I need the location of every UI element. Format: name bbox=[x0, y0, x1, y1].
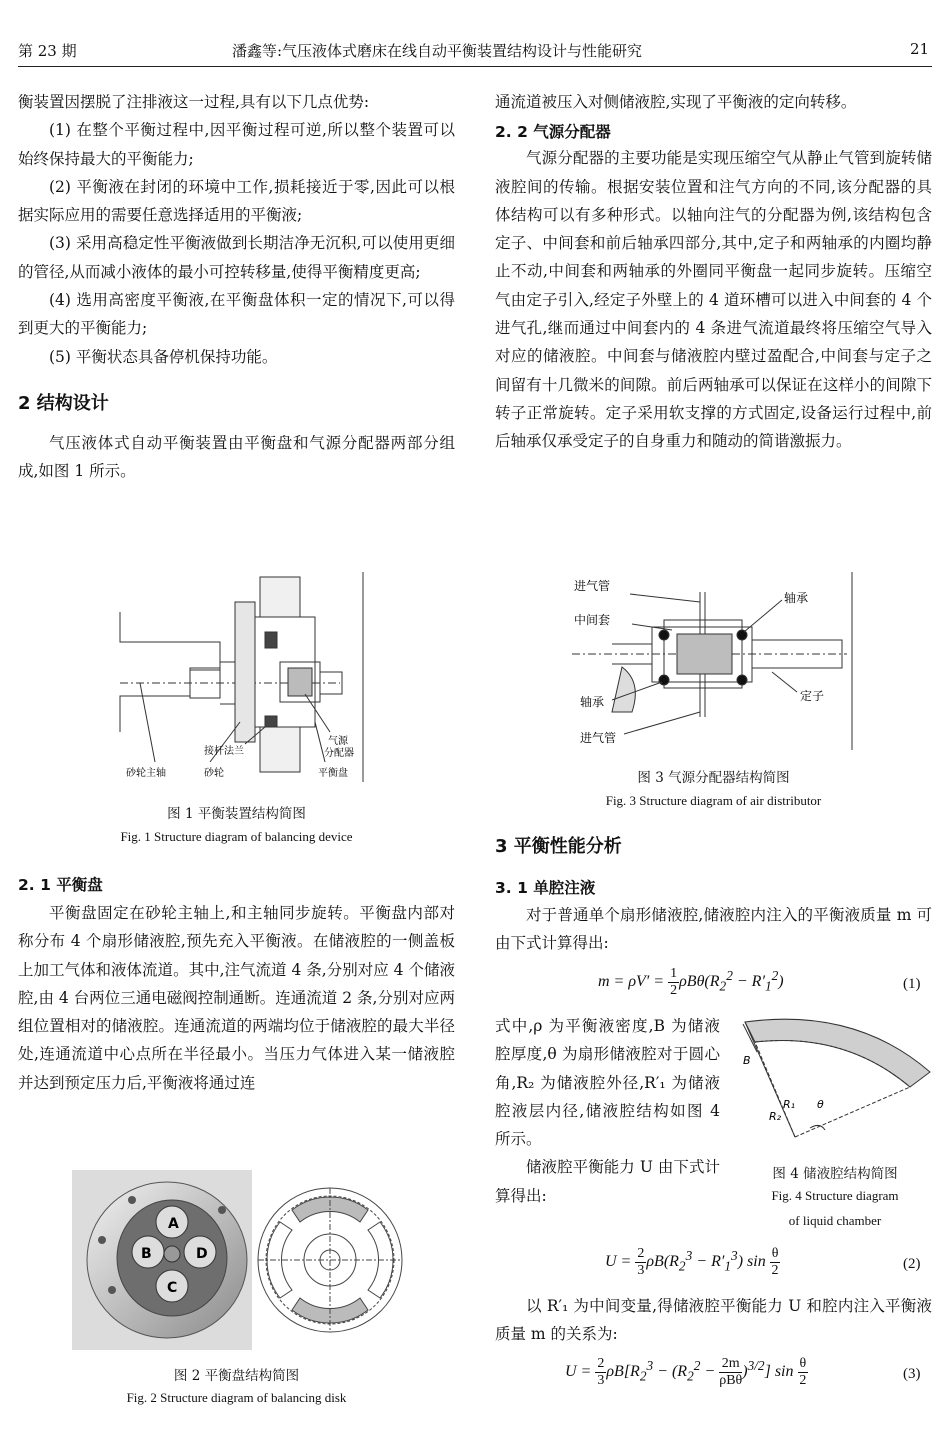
page-header bbox=[0, 0, 950, 66]
balance-capacity-text: 储液腔平衡能力 U 由下式计算得出: bbox=[495, 1158, 720, 1205]
fig4-label-theta: θ bbox=[817, 1098, 824, 1111]
section-3-1-text bbox=[495, 901, 932, 958]
figure-1-caption-cn: 图 1 平衡装置结构简图 bbox=[167, 806, 306, 822]
section-3-1-paragraph: 对于普通单个扇形储液腔,储液腔内注入的平衡液质量 m 可由下式计算得出: bbox=[495, 906, 932, 953]
section-2-1-heading: 2. 1 平衡盘 bbox=[18, 876, 103, 894]
section-3-heading: 3 平衡性能分析 bbox=[495, 836, 622, 857]
section-2-2-heading: 2. 2 气源分配器 bbox=[495, 123, 611, 142]
equation-3-number: (3) bbox=[903, 1366, 921, 1382]
running-title: 潘鑫等:气压液体式磨床在线自动平衡装置结构设计与性能研究 bbox=[232, 42, 643, 60]
fig1-label-flange: 接杆法兰 bbox=[204, 746, 244, 757]
equation-2-number: (2) bbox=[903, 1256, 921, 1272]
advantage-3: (3) 采用高稳定性平衡液做到长期洁净无沉积,可以使用更细的管径,从而减小液体的最小可控转移量,使得平衡精度更高; bbox=[18, 234, 455, 281]
equation-1-note bbox=[495, 1012, 720, 1210]
fig1-label-distributor-2: 分配器 bbox=[324, 748, 354, 759]
advantage-2: (2) 平衡液在封闭的环境中工作,损耗接近于零,因此可以根据实际应用的需要任意选择适用的平衡液; bbox=[18, 177, 455, 225]
fig3-label-inlet-bottom: 进气管 bbox=[580, 731, 617, 745]
page-number: 21 bbox=[910, 40, 930, 58]
equation-1-number: (1) bbox=[903, 976, 921, 992]
fig3-label-bearing-bottom: 轴承 bbox=[580, 695, 605, 709]
figure-4-caption-cn: 图 4 储液腔结构简图 bbox=[772, 1166, 898, 1182]
equation-2: U = $\frac{2}{3}$ $\rho B(R_2^3 - R'_1^3)$ sin $\frac{\theta}{2}$ bbox=[605, 1246, 779, 1278]
fig3-label-stator: 定子 bbox=[800, 689, 825, 703]
section-2-2-paragraph: 气源分配器的主要功能是实现压缩空气从静止气管到旋转储液腔间的传输。根据安装位置和注气方向的不同,该分配器的具体结构可以有多种形式。以轴向注气的分配器为例,该结构包含定子、中间套和前后轴承四部分,其中,定子和两轴承的内圈均静止不动,中间套和两轴承的外圈同平衡盘一起同步旋转。压缩空气由定子引入,经定子外壁上的 4 道环槽可以进入中间套的 4 个进气孔,继而通过中间套内的 4 条进气流道最终将压缩空气导入对应的储液腔。中间套与储液腔内壁过盈配合,中间套与定子之间留有十几微米的间隙。前后两轴承可以保证在这样小的间隙下转子正常旋转。定子采用软支撑的方式固定,设备运行过程中,前后轴承仅承受定子的自身重力和随动的简谐激振力。 bbox=[495, 149, 932, 451]
advantage-5: (5) 平衡状态具备停机保持功能。 bbox=[49, 347, 278, 366]
figure-3-caption-cn: 图 3 气源分配器结构简图 bbox=[637, 770, 790, 786]
fig3-label-bearing-top: 轴承 bbox=[784, 591, 809, 605]
section-3-1-heading: 3. 1 单腔注液 bbox=[495, 879, 596, 897]
fig4-label-r1: R₁ bbox=[783, 1098, 796, 1111]
figure-4-caption-en-1: Fig. 4 Structure diagram bbox=[771, 1188, 899, 1203]
fig3-label-inlet-top: 进气管 bbox=[574, 579, 611, 593]
section-2-1-paragraph: 平衡盘固定在砂轮主轴上,和主轴同步旋转。平衡盘内部对称分布 4 个扇形储液腔,预先充入平衡液。在储液腔的一侧盖板上加工气体和液体流道。其中,注气流道 4 条,分别对应 4 个储液腔,由 4 台两位三通电磁阀控制通断。连通流道 2 条,分别对应两组位置相对的储液腔。连通流道的两端均位于储液腔的最大半径处,连通流道中心点所在半径最小。当压力气体进入某一储液腔并达到预定压力后,平衡液将通过连 bbox=[18, 904, 455, 1092]
fig4-label-b: B bbox=[743, 1054, 751, 1067]
left-column bbox=[18, 88, 455, 486]
section-2-paragraph: 气压液体式自动平衡装置由平衡盘和气源分配器两部分组成,如图 1 所示。 bbox=[18, 433, 455, 481]
figure-3-diagram bbox=[572, 572, 854, 750]
right-column bbox=[495, 88, 932, 456]
fig1-label-spindle: 砂轮主轴 bbox=[126, 768, 166, 779]
figure-4-diagram bbox=[735, 1012, 935, 1152]
relation-text bbox=[495, 1292, 932, 1349]
fig2-label-a: A bbox=[168, 1216, 179, 1232]
equation-1-note-text: 式中,ρ 为平衡液密度,B 为储液腔厚度,θ 为扇形储液腔对于圆心角,R₂ 为储液腔外径,R′₁ 为储液腔液层内径,储液腔结构如图 4 所示。 bbox=[495, 1017, 720, 1149]
figure-2-caption-cn: 图 2 平衡盘结构简图 bbox=[173, 1368, 300, 1384]
figure-2-caption-en: Fig. 2 Structure diagram of balancing disk bbox=[126, 1390, 347, 1405]
equation-3: U = $\frac{2}{3}$ $\rho B[R_2^3 - (R_2^2$ − $\frac{2m}{\text{ρBθ}}$ )$^{3/2}$] sin $\frac{\theta}{2}$ bbox=[565, 1356, 807, 1388]
intro-paragraph: 衡装置因摆脱了注排液这一过程,具有以下几点优势: bbox=[18, 93, 370, 111]
fig1-label-disk: 平衡盘 bbox=[318, 768, 348, 779]
figure-1-diagram bbox=[100, 572, 370, 782]
issue-number: 第 23 期 bbox=[18, 42, 77, 60]
figure-1-caption-en: Fig. 1 Structure diagram of balancing device bbox=[120, 829, 353, 844]
fig2-label-c: C bbox=[167, 1280, 178, 1296]
header-rule bbox=[18, 66, 932, 67]
advantage-1: (1) 在整个平衡过程中,因平衡过程可逆,所以整个装置可以始终保持最大的平衡能力; bbox=[18, 121, 455, 168]
section-2-heading: 2 结构设计 bbox=[18, 392, 109, 414]
figure-4-caption-en-2: of liquid chamber bbox=[788, 1213, 882, 1228]
fig3-label-sleeve: 中间套 bbox=[574, 613, 611, 627]
relation-paragraph: 以 R′₁ 为中间变量,得储液腔平衡能力 U 和腔内注入平衡液质量 m 的关系为: bbox=[495, 1297, 932, 1344]
figure-2-diagram bbox=[72, 1170, 407, 1350]
advantage-4: (4) 选用高密度平衡液,在平衡盘体积一定的情况下,可以得到更大的平衡能力; bbox=[18, 291, 455, 338]
section-2-1 bbox=[18, 873, 455, 1097]
fig1-label-distributor-1: 气源 bbox=[328, 736, 348, 747]
fig1-label-wheel: 砂轮 bbox=[204, 768, 224, 779]
fig2-label-b: B bbox=[141, 1246, 152, 1262]
figure-3-caption-en: Fig. 3 Structure diagram of air distributor bbox=[605, 793, 822, 808]
fig2-label-d: D bbox=[196, 1246, 208, 1262]
continued-paragraph: 通流道被压入对侧储液腔,实现了平衡液的定向转移。 bbox=[495, 93, 857, 111]
equation-1: m = ρV′ = $\frac{1}{2}$ $\rho B\theta(R_2^2 - R'_1^2)$ bbox=[598, 966, 784, 998]
fig4-label-r2: R₂ bbox=[769, 1110, 782, 1123]
